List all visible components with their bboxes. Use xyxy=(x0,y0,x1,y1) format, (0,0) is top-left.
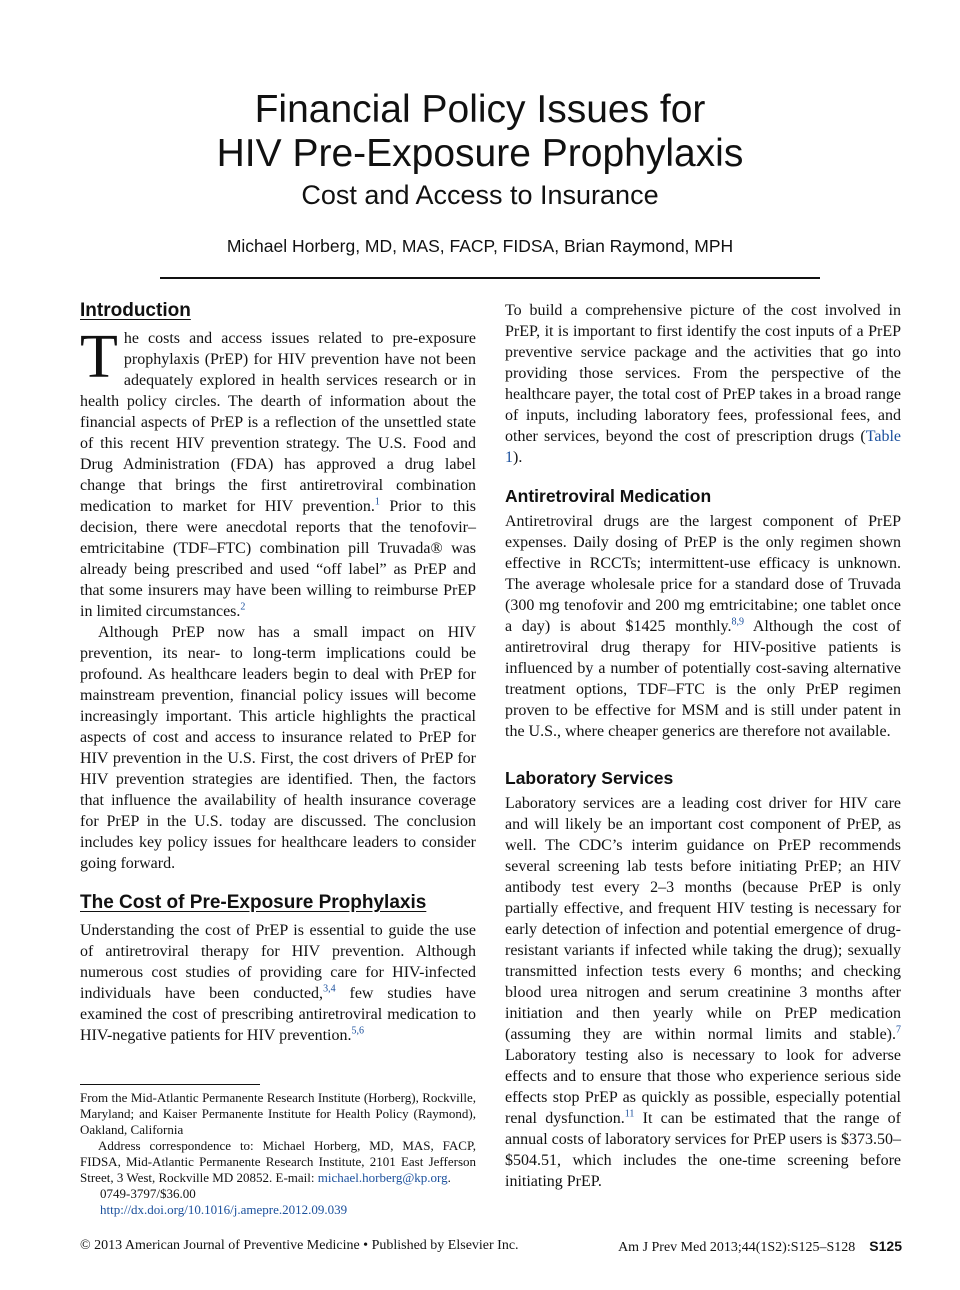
citation-ref[interactable]: 5,6 xyxy=(351,1025,364,1037)
citation-ref[interactable]: 1 xyxy=(374,496,380,508)
citation-ref[interactable]: 8,9 xyxy=(731,616,745,628)
cost-text: few studies have examined the cost of prescribing antiretroviral medication to HIV-negative patients for HIV prevention. xyxy=(80,985,476,1044)
subsection-heading-arv: Antiretroviral Medication xyxy=(505,486,712,506)
table-1-link[interactable]: Table 1 xyxy=(505,428,901,466)
arv-text: Antiretroviral drugs are the largest component of PrEP expenses. Daily dosing of PrEP is the only regimen shown effective in RCCTs; intermittent-use efficacy is unknown. The average wholesale price for a standard dose of Truvada (300 mg tenofovir and 200 mg emtricitabine; one tablet once a day) is about $1425 monthly. xyxy=(505,513,901,635)
journal-citation: Am J Prev Med 2013;44(1S2):S125–S128 xyxy=(618,1240,856,1255)
title-divider xyxy=(160,277,820,279)
title-line-1: Financial Policy Issues for xyxy=(254,88,706,131)
article-title xyxy=(0,88,960,176)
lab-text: It can be estimated that the range of annual costs of laboratory services for PrEP users is $373.50–$504.51, which includes the one-time screening before initiating PrEP. xyxy=(505,1110,901,1190)
lab-text: Laboratory services are a leading cost driver for HIV care and will likely be an important cost component of PrEP, as well. The CDC’s interim guidance on PrEP recommends several screening lab tests before initiating PrEP; an HIV antibody test every 2–3 months (because PrEP is only partially effective, and frequent HIV testing is necessary for early detection of infection and potential emergence of drug-resistant variants if infected while taking the drug); sexually transmitted infection tests every 6 months; and checking blood urea nitrogen and serum creatinine 3 months after initiation and then yearly while on PrEP medication (assuming they are within normal limits and stable). xyxy=(505,795,901,1043)
intro-text: he costs and access issues related to pre-exposure prophylaxis (PrEP) for HIV prevention have not been adequately explored in health services research or in health policy circles. The dearth of information about the financial aspects of PrEP is a reflection of the unsettled state of this recent HIV prevention strategy. The U.S. Food and Drug Administration (FDA) has approved a drug label change that brings the first antiretroviral combination medication to market for HIV prevention. xyxy=(80,330,476,515)
subsection-heading-lab: Laboratory Services xyxy=(505,768,674,788)
correspondence-note xyxy=(80,1138,476,1186)
author-list: Michael Horberg, MD, MAS, FACP, FIDSA, Brian Raymond, MPH xyxy=(226,236,734,256)
issn-line: 0749-3797/$36.00 xyxy=(100,1186,196,1201)
citation-ref[interactable]: 3,4 xyxy=(323,983,336,995)
citation-and-page xyxy=(618,1238,902,1256)
cost-paragraph-1 xyxy=(80,920,476,1046)
section-heading-cost: The Cost of Pre-Exposure Prophylaxis xyxy=(80,892,427,913)
lab-paragraph xyxy=(505,793,901,1192)
section-heading-introduction: Introduction xyxy=(80,300,191,321)
cost-text: Understanding the cost of PrEP is essential to guide the use of antiretroviral therapy for HIV prevention. Although numerous cost studies of providing care for HIV-infected individuals have been conducted, xyxy=(80,922,476,1002)
right-column xyxy=(505,300,901,1192)
email-link[interactable]: michael.horberg@kp.org xyxy=(317,1170,448,1185)
citation-ref[interactable]: 7 xyxy=(896,1024,901,1036)
copyright-line: © 2013 American Journal of Preventive Medicine • Published by Elsevier Inc. xyxy=(80,1238,519,1253)
intro-text: Prior to this decision, there were anecdotal reports that the tenofovir– emtricitabine (TDF–FTC) combination pill Truvada® was already being prescribed and used “off label” as PrEP and that some insurers may have been willing to reimburse PrEP in limited circumstances. xyxy=(80,498,476,620)
title-line-2: HIV Pre-Exposure Prophylaxis xyxy=(216,132,744,175)
arv-paragraph xyxy=(505,511,901,742)
cost-text: To build a comprehensive picture of the cost involved in PrEP, it is important to first identify the cost inputs of a PrEP preventive service package and the activities that go into providing those services. From the perspective of the healthcare payer, the total cost of PrEP takes in a broad range of inputs, including laboratory fees, professional fees, and other services, beyond the cost of prescription drugs ( xyxy=(505,302,901,445)
lab-text: Laboratory testing also is necessary to look for adverse effects and to ensure that those who experience serious side effects stop PrEP as quickly as possible, especially potential renal dysfunction. xyxy=(505,1047,901,1127)
article-header xyxy=(0,88,960,257)
intro-paragraph-2: Although PrEP now has a small impact on HIV prevention, its near- to long-term implications could be profound. As healthcare leaders begin to deal with PrEP for mainstream prevention, financial policy issues will become increasingly important. This article highlights the practical aspects of cost and access to insurance related to PrEP for HIV prevention in the U.S. First, the cost drivers of PrEP for HIV prevention strategies are identified. Then, the factors that influence the availability of health insurance coverage for PrEP in the U.S. today are discussed. The conclusion includes key policy issues for healthcare leaders to consider going forward. xyxy=(80,624,476,872)
footnote-divider xyxy=(80,1084,260,1085)
cost-text: ). xyxy=(513,449,523,466)
footnotes xyxy=(80,1090,476,1218)
citation-ref[interactable]: 2 xyxy=(240,601,246,613)
citation-ref[interactable]: 11 xyxy=(624,1108,635,1120)
cost-paragraph-2 xyxy=(505,300,901,468)
correspondence-text: Address correspondence to: Michael Horberg, MD, MAS, FACP, FIDSA, Mid-Atlantic Permanente Research Institute, 2101 East Jefferson Street, 3 West, Rockville MD 20852. E-mail: xyxy=(80,1138,476,1185)
page-number: S125 xyxy=(869,1238,902,1254)
doi-line xyxy=(80,1202,476,1218)
intro-paragraph-1 xyxy=(80,323,476,622)
doi-link[interactable]: http://dx.doi.org/10.1016/j.amepre.2012.09.039 xyxy=(100,1202,348,1217)
article-subtitle: Cost and Access to Insurance xyxy=(301,180,659,210)
correspondence-text: . xyxy=(447,1170,451,1185)
left-column xyxy=(80,300,476,1046)
affiliation-note: From the Mid-Atlantic Permanente Research Institute (Horberg), Rockville, Maryland; and Kaiser Permanente Institute for Health Policy (Raymond), Oakland, California xyxy=(80,1090,476,1137)
arv-text: Although the cost of antiretroviral drug therapy for HIV-positive patients is influenced by a number of potentially cost-saving alternative treatment options, TDF–FTC is the only PrEP regimen proven to be effective for MSM and is still under patent in the U.S., where cheaper generics are therefore not available. xyxy=(505,618,901,740)
drop-cap: T xyxy=(80,323,118,391)
